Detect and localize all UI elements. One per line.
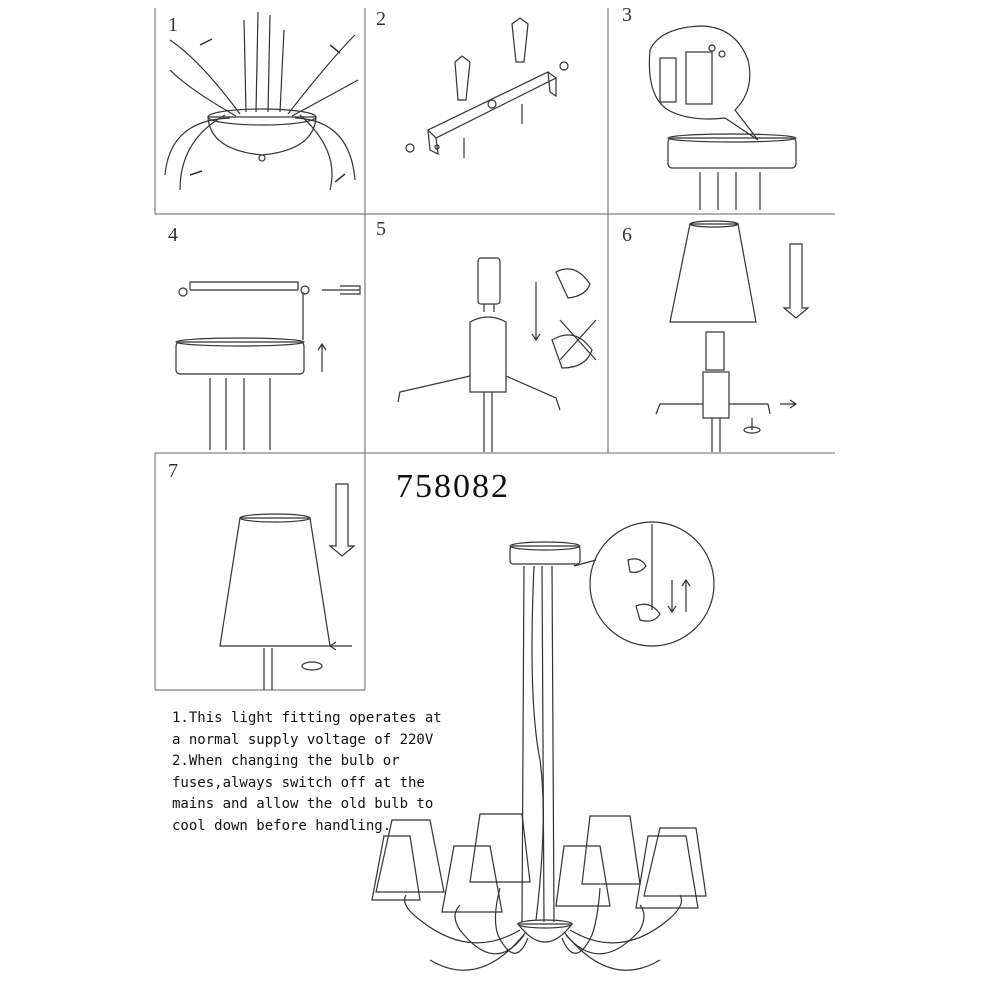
model-number: 758082 (396, 468, 510, 505)
note-line: 1.This light fitting operates at (172, 710, 442, 726)
step7-illustration (220, 484, 354, 690)
step-number-6: 6 (622, 224, 632, 246)
step-number-2: 2 (376, 8, 386, 30)
step5-illustration (398, 258, 596, 452)
step6-illustration (656, 221, 808, 452)
step2-illustration (406, 18, 568, 158)
note-line: a normal supply voltage of 220V (172, 731, 434, 748)
step-number-7: 7 (168, 460, 178, 482)
note-line: mains and allow the old bulb to (172, 796, 434, 812)
step-number-3: 3 (622, 4, 632, 26)
note-line: fuses,always switch off at the (172, 774, 425, 791)
step-number-4: 4 (168, 224, 178, 246)
step3-illustration (649, 26, 796, 210)
safety-notes (172, 708, 442, 837)
step-number-1: 1 (168, 14, 178, 36)
note-line: cool down before handling. (172, 817, 392, 834)
note-line: 2.When changing the bulb or (172, 753, 400, 769)
step-number-5: 5 (376, 218, 386, 240)
step4-illustration (176, 282, 360, 450)
step1-illustration (165, 12, 358, 190)
panel-grid (155, 8, 835, 690)
